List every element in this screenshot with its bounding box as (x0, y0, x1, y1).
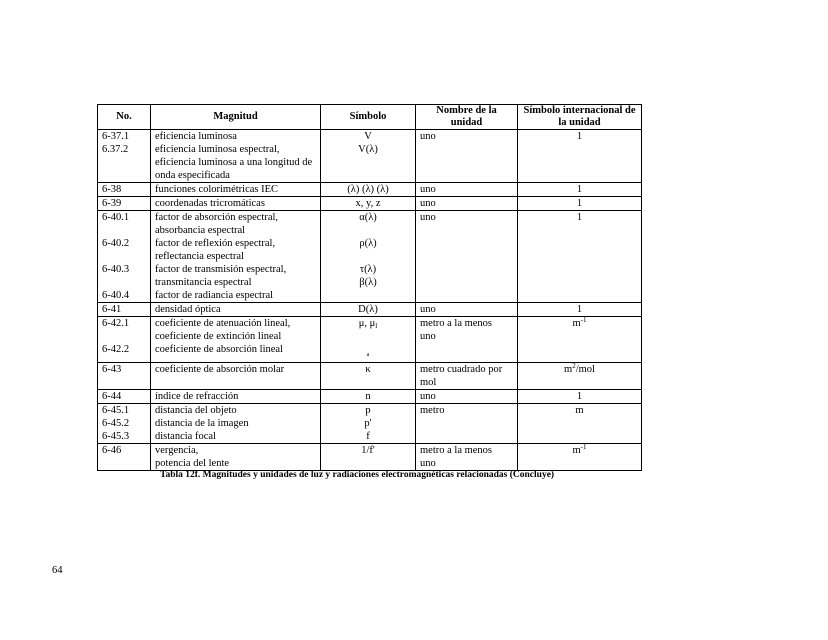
cell-magnitud (151, 444, 321, 471)
cell-simbolo (321, 130, 416, 183)
cell-no (98, 130, 151, 183)
cell-nombre-unidad (416, 444, 518, 471)
intl-symbol-base: m (564, 364, 573, 375)
symbol-line: f (366, 431, 370, 442)
symbol-line: β(λ) (359, 277, 377, 288)
symbol-line (325, 317, 411, 330)
intl-symbol-exponent: -1 (580, 443, 587, 451)
number-line: 6-40.2 (102, 238, 130, 249)
number-line: 6-40.3 (102, 264, 130, 275)
magnitud-line: transmitancia espectral (155, 277, 252, 288)
unit-line: metro a la menos (420, 318, 493, 329)
cell-nombre-unidad (416, 183, 518, 197)
unit-line: uno (420, 304, 436, 315)
number-line: 6-43 (102, 364, 122, 375)
number-line: 6-45.2 (102, 418, 130, 429)
magnitud-line: coeficiente de extinción lineal (155, 331, 282, 342)
symbol-line: x, y, z (355, 198, 381, 209)
table-row (98, 363, 642, 390)
cell-simbolo-internacional (518, 130, 642, 183)
table-row (98, 197, 642, 211)
cell-simbolo-internacional (518, 303, 642, 317)
cell-no (98, 390, 151, 404)
table-row (98, 130, 642, 183)
number-line: 6.37.2 (102, 144, 129, 155)
magnitud-line: índice de refracción (155, 391, 239, 402)
cell-simbolo-internacional (518, 317, 642, 363)
cell-simbolo (321, 317, 416, 363)
symbol-line: κ (365, 364, 371, 375)
symbol-line: V(λ) (358, 144, 378, 155)
intl-symbol-base: m (572, 445, 581, 456)
symbol-line: 1/f' (361, 445, 375, 456)
number-line: 6-44 (102, 391, 122, 402)
symbol-main: μ, μ (358, 318, 376, 329)
number-line: 6-46 (102, 445, 122, 456)
unit-line: uno (420, 331, 436, 342)
symbol-line (325, 250, 411, 263)
symbol-line: p' (364, 418, 372, 429)
magnitud-line: factor de reflexión espectral, (155, 238, 276, 249)
magnitud-line: distancia de la imagen (155, 418, 249, 429)
magnitud-line: coordenadas tricromáticas (155, 198, 265, 209)
cell-no (98, 303, 151, 317)
table-row (98, 183, 642, 197)
number-line: 6-45.1 (102, 405, 130, 416)
intl-symbol: 1 (576, 184, 583, 195)
symbol-subscript: l (375, 322, 378, 330)
cell-simbolo (321, 303, 416, 317)
symbol-line: ρ(λ) (359, 238, 377, 249)
cell-simbolo-internacional (518, 197, 642, 211)
cell-magnitud (151, 130, 321, 183)
cell-no (98, 363, 151, 390)
magnitud-line: absorbancia espectral (155, 225, 246, 236)
cell-simbolo-internacional (518, 390, 642, 404)
number-line (102, 330, 146, 343)
cell-magnitud (151, 404, 321, 444)
unit-line: uno (420, 212, 436, 223)
magnitud-line: coeficiente de absorción molar (155, 364, 285, 375)
intl-symbol: 1 (576, 391, 583, 402)
number-line: 6-42.1 (102, 318, 130, 329)
symbol-line: p (365, 405, 371, 416)
cell-simbolo-internacional (518, 183, 642, 197)
header-no: No. (98, 105, 151, 130)
number-line: 6-38 (102, 184, 122, 195)
intl-symbol: 1 (576, 131, 583, 142)
cell-nombre-unidad (416, 363, 518, 390)
cell-magnitud (151, 183, 321, 197)
cell-magnitud (151, 390, 321, 404)
cell-nombre-unidad (416, 317, 518, 363)
magnitud-line: reflectancia espectral (155, 251, 244, 262)
intl-symbol: 1 (576, 212, 583, 223)
number-line: 6-37.1 (102, 131, 130, 142)
table-row (98, 404, 642, 444)
intl-symbol (522, 317, 637, 330)
cell-magnitud (151, 197, 321, 211)
table-caption: Tabla 12f. Magnitudes y unidades de luz y radiaciones electromagnéticas relacionadas (Concluye) (160, 470, 555, 480)
cell-no (98, 183, 151, 197)
intl-symbol: 1 (576, 198, 583, 209)
intl-symbol: 1 (576, 304, 583, 315)
number-line: 6-40.1 (102, 212, 130, 223)
number-line: 6-40.4 (102, 290, 130, 301)
table-row (98, 444, 642, 471)
cell-magnitud (151, 363, 321, 390)
number-line: 6-39 (102, 198, 122, 209)
magnitud-line: factor de absorción espectral, (155, 212, 279, 223)
symbol-line (325, 289, 411, 302)
magnitudes-table (97, 104, 642, 471)
unit-line: uno (420, 458, 436, 469)
symbol-line (325, 343, 411, 362)
cell-nombre-unidad (416, 390, 518, 404)
cell-nombre-unidad (416, 211, 518, 303)
cell-nombre-unidad (416, 197, 518, 211)
unit-line: uno (420, 131, 436, 142)
magnitud-line: coeficiente de absorción lineal (155, 344, 283, 355)
table-row (98, 211, 642, 303)
header-magnitud: Magnitud (151, 105, 321, 130)
cell-simbolo (321, 390, 416, 404)
intl-symbol (522, 363, 637, 376)
cell-magnitud (151, 211, 321, 303)
magnitud-line: coeficiente de atenuación lineal, (155, 318, 291, 329)
number-line: 6-41 (102, 304, 122, 315)
magnitud-line: factor de transmisión espectral, (155, 264, 287, 275)
magnitud-line: distancia del objeto (155, 405, 237, 416)
cell-no (98, 211, 151, 303)
cell-no (98, 404, 151, 444)
cell-simbolo (321, 363, 416, 390)
table-row (98, 317, 642, 363)
symbol-line: V (364, 131, 372, 142)
magnitud-line: densidad óptica (155, 304, 221, 315)
symbol-tiny: a (366, 352, 370, 358)
cell-simbolo-internacional (518, 211, 642, 303)
number-line (102, 224, 146, 237)
table-row (98, 390, 642, 404)
cell-simbolo (321, 211, 416, 303)
unit-line: metro cuadrado por (420, 364, 503, 375)
intl-symbol-suffix: /mol (575, 364, 595, 375)
symbol-line (325, 330, 411, 343)
intl-symbol-base: m (572, 318, 581, 329)
cell-simbolo-internacional (518, 444, 642, 471)
cell-simbolo (321, 197, 416, 211)
number-line: 6-42.2 (102, 344, 130, 355)
symbol-line: D(λ) (358, 304, 378, 315)
cell-no (98, 197, 151, 211)
unit-line: uno (420, 198, 436, 209)
symbol-line (325, 224, 411, 237)
magnitud-line: eficiencia luminosa a una longitud de (155, 157, 313, 168)
magnitud-line: onda especificada (155, 170, 230, 181)
symbol-line: α(λ) (359, 212, 377, 223)
intl-symbol: m (575, 405, 584, 416)
cell-magnitud (151, 303, 321, 317)
magnitud-line: factor de radiancia espectral (155, 290, 274, 301)
intl-symbol (522, 444, 637, 457)
unit-line: uno (420, 391, 436, 402)
number-line (102, 276, 146, 289)
cell-nombre-unidad (416, 130, 518, 183)
header-simbolo: Símbolo (321, 105, 416, 130)
magnitud-line: eficiencia luminosa (155, 131, 237, 142)
cell-simbolo-internacional (518, 363, 642, 390)
unit-line: mol (420, 377, 437, 388)
cell-no (98, 317, 151, 363)
unit-line: metro a la menos (420, 445, 493, 456)
page-number: 64 (52, 565, 63, 576)
magnitud-line: potencia del lente (155, 458, 230, 469)
cell-simbolo (321, 444, 416, 471)
cell-simbolo (321, 404, 416, 444)
magnitud-line: funciones colorimétricas IEC (155, 184, 279, 195)
intl-symbol-exponent: 2 (572, 362, 576, 370)
number-line (102, 250, 146, 263)
cell-simbolo-internacional (518, 404, 642, 444)
cell-nombre-unidad (416, 404, 518, 444)
magnitud-line: distancia focal (155, 431, 216, 442)
symbol-line: n (365, 391, 371, 402)
number-line: 6-45.3 (102, 431, 130, 442)
magnitud-line: eficiencia luminosa espectral, (155, 144, 280, 155)
magnitud-line: vergencia, (155, 445, 199, 456)
unit-line: metro (420, 405, 445, 416)
table-header-row (98, 105, 642, 130)
header-simbolo-internacional: Símbolo internacional de la unidad (518, 105, 642, 130)
cell-magnitud (151, 317, 321, 363)
cell-no (98, 444, 151, 471)
header-nombre-unidad: Nombre de la unidad (416, 105, 518, 130)
cell-nombre-unidad (416, 303, 518, 317)
symbol-line: τ(λ) (359, 264, 377, 275)
table-row (98, 303, 642, 317)
cell-simbolo (321, 183, 416, 197)
unit-line: uno (420, 184, 436, 195)
symbol-line: (λ) (λ) (λ) (347, 184, 389, 195)
intl-symbol-exponent: -1 (580, 316, 587, 324)
